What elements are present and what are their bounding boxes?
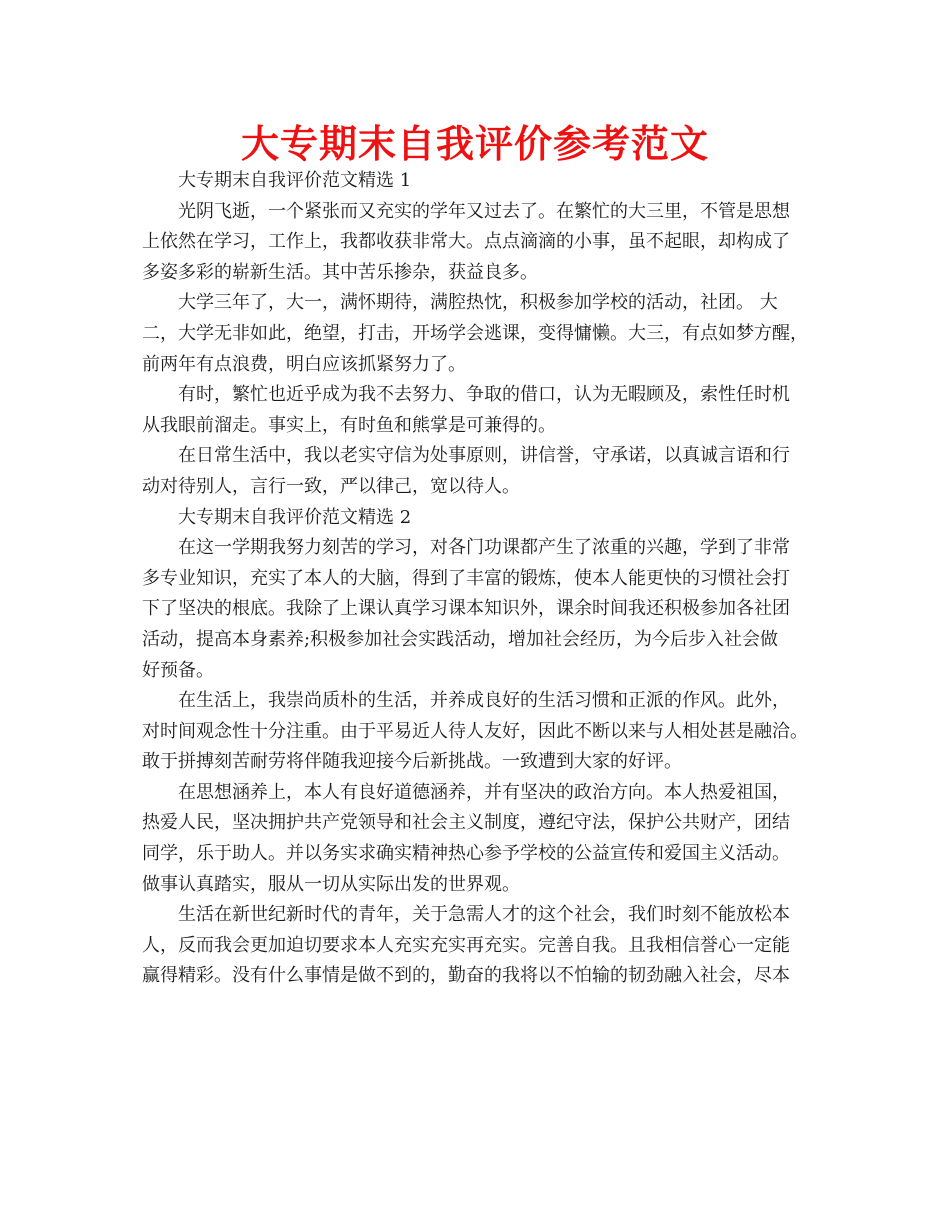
text-line: 有时，繁忙也近乎成为我不去努力、争取的借口，认为无暇顾及，索性任时机 [178,384,790,406]
text-line: 对时间观念性十分注重。由于平易近人待人友好，因此不断以来与人相处甚是融洽。 [142,720,808,742]
text-line: 大专期末自我评价范文精选 1 [178,170,412,191]
text-line: 大专期末自我评价范文精选 2 [178,506,412,528]
text-line: 下了坚决的根底。我除了上课认真学习课本知识外，课余时间我还积极参加各社团 [142,598,790,620]
document-body [142,166,824,992]
text-line: 多专业知识，充实了本人的大脑，得到了丰富的锻炼，使本人能更快的习惯社会打 [142,567,790,589]
text-line: 前两年有点浪费，明白应该抓紧努力了。 [142,353,466,375]
text-line: 在日常生活中，我以老实守信为处事原则，讲信誉，守承诺，以真诚言语和行 [178,445,790,467]
text-line: 好预备。 [142,659,214,681]
text-line: 敢于拼搏刻苦耐劳将伴随我迎接今后新挑战。一致遭到大家的好评。 [142,751,682,773]
text-line: 在这一学期我努力刻苦的学习，对各门功课都产生了浓重的兴趣，学到了非常 [178,537,790,559]
text-line: 人，反而我会更加迫切要求本人充实充实再充实。完善自我。且我相信誉心一定能 [142,934,790,956]
text-line: 在思想涵养上，本人有良好道德涵养，并有坚决的政治方向。本人热爱祖国， [178,781,790,803]
text-line: 二，大学无非如此，绝望，打击，开场学会逃课，变得慵懒。大三，有点如梦方醒， [142,322,808,344]
text-line: 赢得精彩。没有什么事情是做不到的，勤奋的我将以不怕输的韧劲融入社会，尽本 [142,965,790,987]
text-line: 活动，提高本身素养;积极参加社会实践活动，增加社会经历，为今后步入社会做 [142,628,779,650]
text-line: 动对待别人，言行一致，严以律己，宽以待人。 [142,475,520,497]
text-line: 上依然在学习，工作上，我都收获非常大。点点滴滴的小事，虽不起眼，却构成了 [142,231,790,253]
text-line: 光阴飞逝，一个紧张而又充实的学年又过去了。在繁忙的大三里，不管是思想 [178,200,790,222]
text-line: 多姿多彩的崭新生活。其中苦乐掺杂，获益良多。 [142,261,538,283]
text-line: 做事认真踏实，服从一切从实际出发的世界观。 [142,873,520,895]
text-line: 生活在新世纪新时代的青年，关于急需人才的这个社会，我们时刻不能放松本 [178,904,790,926]
text-line: 热爱人民，坚决拥护共产党领导和社会主义制度，遵纪守法，保护公共财产，团结 [142,812,790,834]
text-line: 从我眼前溜走。事实上，有时鱼和熊掌是可兼得的。 [142,414,556,436]
document-title: 大专期末自我评价参考范文 [240,122,709,166]
text-line: 大学三年了，大一，满怀期待，满腔热忱，积极参加学校的活动，社团。 大 [178,292,778,314]
text-line: 在生活上，我崇尚质朴的生活，并养成良好的生活习惯和正派的作风。此外， [178,690,790,712]
text-line: 同学，乐于助人。并以务实求确实精神热心参予学校的公益宣传和爱国主义活动。 [142,843,790,865]
